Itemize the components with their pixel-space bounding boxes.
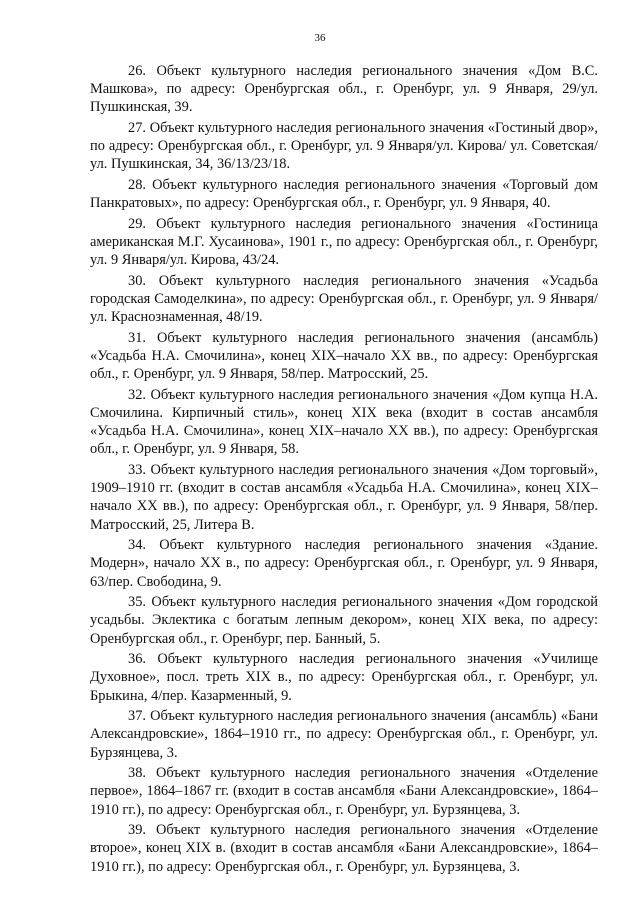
list-item-30: 30. Объект культурного наследия регионального значения «Усадьба городская Самоделкина», по адресу: Оренбургская обл., г. Оренбург, ул. 9 Января/ул. Краснознаменная, 48/19. [90, 272, 598, 326]
list-item-39: 39. Объект культурного наследия регионального значения «Отделение второе», конец XIX в. (входит в состав ансамбля «Бани Александровские», 1864–1910 гг.), по адресу: Оренбургская обл., г. Оренбург, ул. Бурзянцева, 3. [90, 822, 598, 875]
list-item-31: 31. Объект культурного наследия регионального значения (ансамбль) «Усадьба Н.А. Смочилина», конец XIX–начало XX вв., по адресу: Оренбургская обл., г. Оренбург, ул. 9 Января, 58/пер. Матросский, 25. [90, 329, 598, 383]
list-item-33: 33. Объект культурного наследия регионального значения «Дом торговый», 1909–1910 гг. (входит в состав ансамбля «Усадьба Н.А. Смочилина», конец XIX–начало XX вв.), по адресу: Оренбургская обл., г. Оренбург, ул. 9 Января, 58/пер. Матросский, 25, Литера В. [90, 462, 598, 533]
list-item-38: 38. Объект культурного наследия регионального значения «Отделение первое», 1864–1867 гг. (входит в состав ансамбля «Бани Александровские», 1864–1910 гг.), по адресу: Оренбургская обл., г. Оренбург, ул. Бурзянцева, 3. [90, 765, 598, 818]
list-item-26: 26. Объект культурного наследия регионального значения «Дом В.С. Машкова», по адресу: Оренбургская обл., г. Оренбург, ул. 9 Января, 29/ул. Пушкинская, 39. [90, 63, 598, 116]
list-item-32: 32. Объект культурного наследия регионального значения «Дом купца Н.А. Смочилина. Кирпичный стиль», конец XIX века (входит в состав ансамбля «Усадьба Н.А. Смочилина», конец XIX–начало XX вв.), по адресу: Оренбургская обл., г. Оренбург, ул. 9 Января, 58. [90, 386, 598, 458]
list-item-36: 36. Объект культурного наследия регионального значения «Училище Духовное», посл. треть XIX в., по адресу: Оренбургская обл., г. Оренбург, ул. Брыкина, 4/пер. Казарменный, 9. [90, 651, 598, 704]
list-item-29: 29. Объект культурного наследия регионального значения «Гостиница американская М.Г. Хусаинова», 1901 г., по адресу: Оренбургская обл., г. Оренбург, ул. 9 Января/ул. Кирова, 43/24. [90, 215, 598, 269]
list-item-28: 28. Объект культурного наследия регионального значения «Торговый дом Панкратовых», по адресу: Оренбургская обл., г. Оренбург, ул. 9 Января, 40. [90, 177, 598, 212]
list-item-27: 27. Объект культурного наследия регионального значения «Гостиный двор», по адресу: Оренбургская обл., г. Оренбург, ул. 9 Января/ул. Кирова/ ул. Советская/ул. Пушкинская, 34, 36/13/23/18. [90, 120, 598, 173]
page-number: 36 [314, 32, 326, 44]
document-body [90, 62, 598, 878]
list-item-37: 37. Объект культурного наследия регионального значения (ансамбль) «Бани Александровские», 1864–1910 гг., по адресу: Оренбургская обл., г. Оренбург, ул. Бурзянцева, 3. [90, 708, 598, 761]
list-item-35: 35. Объект культурного наследия регионального значения «Дом городской усадьбы. Эклектика с богатым лепным декором», конец XIX века, по адресу: Оренбургская обл., г. Оренбург, пер. Банный, 5. [90, 594, 598, 647]
list-item-34: 34. Объект культурного наследия регионального значения «Здание. Модерн», начало XX в., по адресу: Оренбургская обл., г. Оренбург, ул. 9 Января, 63/пер. Свободина, 9. [90, 537, 598, 590]
